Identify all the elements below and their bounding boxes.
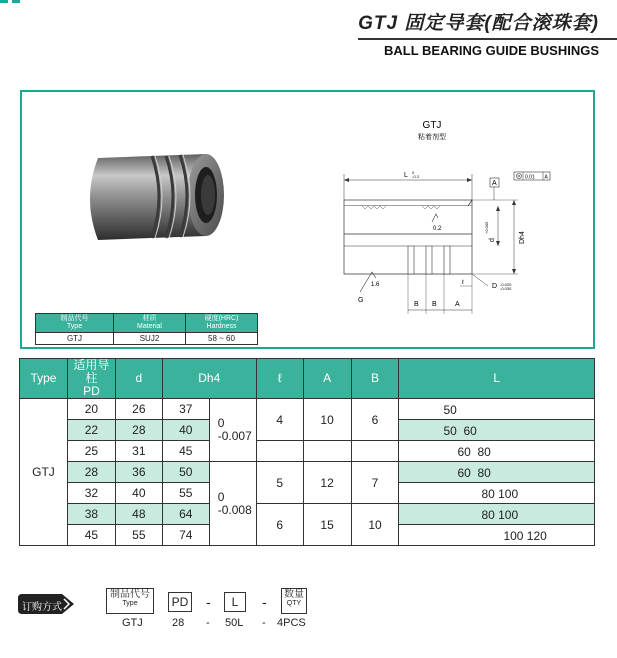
cell-l-group-2a [256, 441, 303, 462]
cell-L: 60 80 [399, 441, 595, 462]
cell-pd: 45 [67, 525, 115, 546]
roughness-02: 0.2 [433, 226, 442, 232]
cell-pd: 22 [67, 420, 115, 441]
cell-a-group-2: 12 [303, 462, 351, 504]
order-example-dash-1: - [206, 617, 210, 629]
page-title-cn: GTJ 固定导套(配合滚珠套) [358, 13, 599, 34]
cell-b-group-2: 7 [351, 462, 399, 504]
spec-material-value: SUJ2 [114, 333, 186, 345]
order-example [18, 585, 578, 645]
cell-L: 80 100 [399, 504, 595, 525]
brand-logo-fragment [0, 0, 60, 4]
cell-l-group-1: 4 [256, 399, 303, 441]
order-example-l: 50L [225, 617, 244, 629]
order-method-label: 订购方式 [22, 602, 62, 613]
drawing-model-label: GTJ [422, 120, 442, 131]
cell-dh4: 55 [162, 483, 209, 504]
order-type-box: 制品代号 Type [106, 588, 154, 614]
cell-dh4: 50 [162, 462, 209, 483]
cell-b-group-3: 10 [351, 504, 399, 546]
order-qty-box: 数量 QTY [281, 588, 307, 614]
spec-header-material: 材质 Material [114, 314, 186, 333]
order-example-type: GTJ [122, 617, 143, 629]
cell-pd: 32 [67, 483, 115, 504]
dim-D-label: D [492, 283, 498, 290]
order-pd-box: PD [168, 592, 192, 612]
title-rule [358, 38, 617, 40]
spec-type-value: GTJ [36, 333, 114, 345]
table-row [20, 399, 595, 420]
cell-pd: 20 [67, 399, 115, 420]
cell-L: 50 [399, 399, 595, 420]
type-cell: GTJ [20, 399, 68, 546]
dim-L-tol2: -0.3 [412, 174, 419, 179]
cell-b-group-2a [351, 441, 399, 462]
cell-d: 55 [115, 525, 162, 546]
dim-A-label: A [455, 301, 460, 308]
dim-d-label: d [489, 238, 496, 242]
cell-d: 26 [115, 399, 162, 420]
product-panel [20, 90, 595, 349]
dh4-tolerance-1: 0 -0.007 [209, 399, 256, 462]
cell-l-group-3: 6 [256, 504, 303, 546]
gdt-value: 0.01 [525, 174, 535, 181]
col-header-b: B [351, 359, 399, 399]
col-header-type: Type [20, 359, 68, 399]
cell-dh4: 40 [162, 420, 209, 441]
cell-L: 50 60 [399, 420, 595, 441]
dim-d-tol: +0.005 [484, 221, 489, 234]
cell-d: 31 [115, 441, 162, 462]
col-header-d: d [115, 359, 162, 399]
dim-D-tol1: -0.020 [500, 282, 512, 287]
order-dash-2: - [262, 594, 267, 610]
cell-a-group-2a [303, 441, 351, 462]
cell-dh4: 64 [162, 504, 209, 525]
cell-pd: 38 [67, 504, 115, 525]
col-header-l-small: ℓ [256, 359, 303, 399]
order-l-box: L [224, 592, 246, 612]
cell-L: 60 80 [399, 462, 595, 483]
cell-d: 28 [115, 420, 162, 441]
cell-b-group-1: 6 [351, 399, 399, 441]
roughness-16: 1.6 [371, 282, 380, 288]
col-header-pd: 适用导柱 PD [67, 359, 115, 399]
order-example-pd: 28 [172, 617, 185, 629]
cell-a-group-1: 10 [303, 399, 351, 441]
table-row [20, 462, 595, 483]
dimension-table [19, 358, 595, 546]
order-example-dash-2: - [262, 617, 266, 629]
dim-B1-label: B [414, 301, 419, 308]
cell-d: 48 [115, 504, 162, 525]
gdt-ref: A [544, 174, 548, 181]
dim-Dh4-label: Dh4 [519, 231, 526, 244]
dim-B2-label: B [432, 301, 437, 308]
cell-d: 36 [115, 462, 162, 483]
cell-pd: 25 [67, 441, 115, 462]
page-title-en: BALL BEARING GUIDE BUSHINGS [384, 43, 599, 58]
col-header-dh4: Dh4 [162, 359, 256, 399]
table-row [20, 504, 595, 525]
dh4-tolerance-2: 0 -0.008 [209, 462, 256, 546]
cell-d: 40 [115, 483, 162, 504]
dim-L-label: L [404, 172, 408, 179]
dim-l-label: ℓ [462, 280, 464, 286]
dim-D-tol2: -0.030 [500, 286, 512, 291]
col-header-L: L [399, 359, 595, 399]
cell-pd: 28 [67, 462, 115, 483]
dim-G-label: G [358, 297, 364, 304]
order-dash-1: - [206, 594, 211, 610]
spec-header-type: 制品代号 Type [36, 314, 114, 333]
spec-header-hardness: 硬度(HRC) Hardness [186, 314, 258, 333]
cell-l-group-2: 5 [256, 462, 303, 504]
drawing-subtitle: 粘着剂型 [418, 134, 446, 141]
table-row [20, 441, 595, 462]
cell-dh4: 37 [162, 399, 209, 420]
col-header-a: A [303, 359, 351, 399]
technical-drawing [322, 114, 582, 324]
datum-A: A [492, 180, 497, 187]
dim-L-tol: 0 [412, 170, 415, 175]
bushing-product-image [84, 150, 230, 244]
spec-hardness-value: 58 ~ 60 [186, 333, 258, 345]
spec-table [35, 313, 258, 345]
cell-dh4: 74 [162, 525, 209, 546]
order-example-qty: 4PCS [277, 617, 306, 629]
cell-a-group-3: 15 [303, 504, 351, 546]
cell-L: 80 100 [399, 483, 595, 504]
cell-L: 100 120 [399, 525, 595, 546]
cell-dh4: 45 [162, 441, 209, 462]
